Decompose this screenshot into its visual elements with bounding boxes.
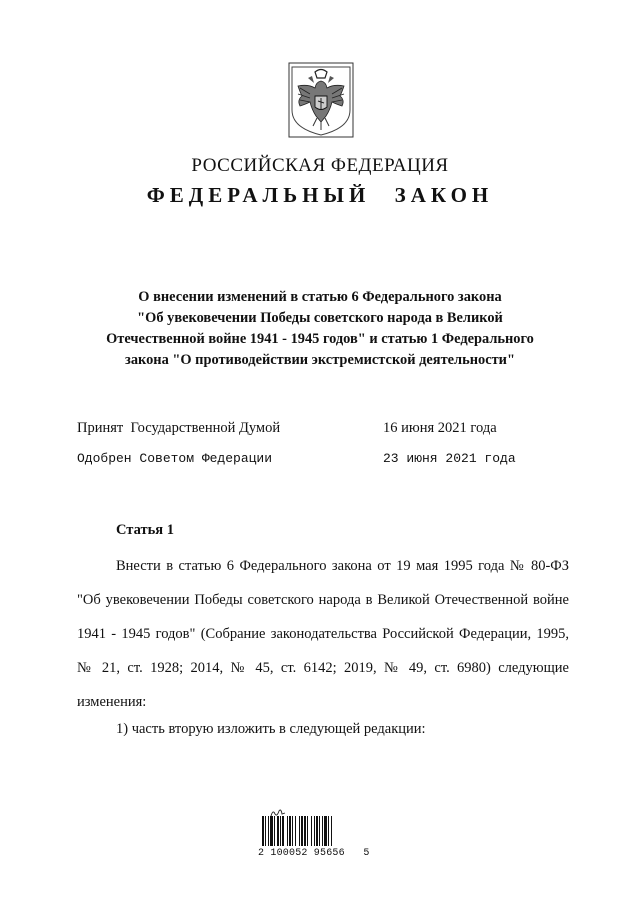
document-type: ФЕДЕРАЛЬНЫЙ ЗАКОН [146, 183, 494, 207]
adoption-duma-date: 16 июня 2021 года [383, 420, 497, 436]
barcode-bar [304, 816, 306, 846]
adoption-council-label: Одобрен Советом Федерации [77, 451, 273, 466]
barcode-icon [262, 816, 380, 846]
barcode-bar [292, 816, 293, 846]
barcode-bar [316, 816, 318, 846]
barcode-bar [324, 816, 327, 846]
barcode-bar [319, 816, 320, 846]
law-title [60, 287, 580, 371]
article-heading: Статья 1 [116, 522, 174, 538]
barcode-bar [301, 816, 303, 846]
adoption-duma-label: Принят Государственной Думой [77, 420, 281, 436]
country-name: РОССИЙСКАЯ ФЕДЕРАЦИЯ [191, 155, 449, 176]
barcode-bar [265, 816, 266, 846]
adoption-council-date: 23 июня 2021 года [383, 451, 516, 466]
barcode-bar [314, 816, 315, 846]
barcode-bar [287, 816, 288, 846]
coat-of-arms-icon [288, 62, 354, 138]
barcode-bar [268, 816, 269, 846]
law-title-line: Отечественной войне 1941 - 1945 годов" и статью 1 Федерального [106, 331, 534, 347]
barcode-bar [295, 816, 296, 846]
barcode-bar [311, 816, 312, 846]
barcode-bar [289, 816, 291, 846]
barcode-bar [270, 816, 273, 846]
article-item-1: 1) часть вторую изложить в следующей редакции: [116, 721, 426, 737]
law-title-line: закона "О противодействии экстремистской деятельности" [125, 352, 515, 368]
law-title-line: "Об увековечении Победы советского народа в Великой [137, 310, 503, 326]
barcode-bar [322, 816, 323, 846]
barcode-bar [307, 816, 308, 846]
barcode-bar [331, 816, 332, 846]
barcode-bar [282, 816, 284, 846]
barcode-bar [280, 816, 281, 846]
barcode-number: 2 100052 95656 5 [258, 848, 370, 859]
barcode-bar [262, 816, 264, 846]
barcode-bar [328, 816, 329, 846]
barcode-bar [277, 816, 279, 846]
law-title-line: О внесении изменений в статью 6 Федерального закона [138, 289, 502, 305]
barcode-bar [274, 816, 275, 846]
article-paragraph: Внести в статью 6 Федерального закона от 19 мая 1995 года № 80-ФЗ "Об увековечении Победы советского народа в Великой Отечественной войне 1941 - 1945 годов" (Собрание законодательства Российской Федерации, 1995, № 21, ст. 1928; 2014, № 45, ст. 6142; 2019, № 49, ст. 6980) следующие изменения: [77, 558, 569, 710]
barcode-bar [299, 816, 300, 846]
